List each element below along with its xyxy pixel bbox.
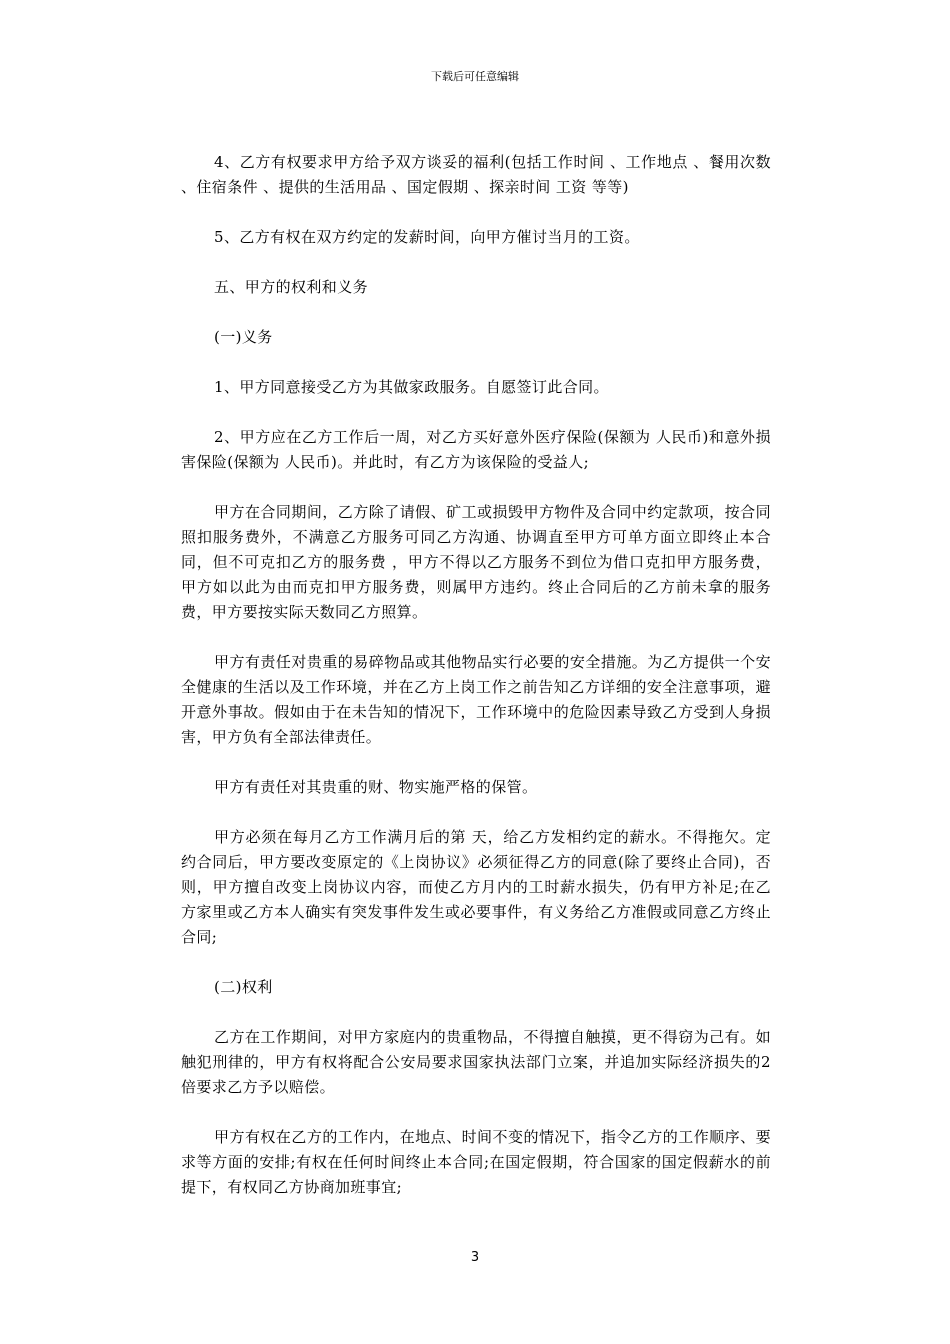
paragraph-payment: 甲方必须在每月乙方工作满月后的第 天，给乙方发相约定的薪水。不得拖欠。定约合同后，甲方要改变原定的《上岗协议》必须征得乙方的同意(除了要终止合同)，否则，甲方擅自改变上岗协议内容，而使乙方月内的工时薪水损失，仍有甲方补足;在乙方家里或乙方本人确实有突发事件发生或必要事件，有义务给乙方准假或同意乙方终止合同;	[181, 828, 771, 946]
paragraph-duty-2-insurance: 2、甲方应在乙方工作后一周，对乙方买好意外医疗保险(保额为 人民币)和意外损害保险(保额为 人民币)。并此时，有乙方为该保险的受益人;	[181, 428, 771, 471]
paragraph-safety: 甲方有责任对贵重的易碎物品或其他物品实行必要的安全措施。为乙方提供一个安全健康的生活以及工作环境，并在乙方上岗工作之前告知乙方详细的安全注意事项，避开意外事故。假如由于在未告知的情况下，工作环境中的危险因素导致乙方受到人身损害，甲方负有全部法律责任。	[181, 653, 771, 746]
section-heading-party-a-rights-duties: 五、甲方的权利和义务	[214, 278, 369, 296]
paragraph-custody: 甲方有责任对其贵重的财、物实施严格的保管。	[214, 778, 538, 796]
paragraph-contract-period: 甲方在合同期间，乙方除了请假、矿工或损毁甲方物件及合同中约定款项，按合同照扣服务费外，不满意乙方服务可同乙方沟通、协调直至甲方可单方面立即终止本合同，但不可克扣乙方的服务费 ，甲方不得以乙方服务不到位为借口克扣甲方服务费，甲方如以此为由而克扣甲方服务费，则属甲方违约。终止合同后的乙方前未拿的服务费，甲方要按实际天数同乙方照算。	[181, 503, 771, 621]
document-body	[181, 150, 771, 1225]
paragraph-right-4-welfare: 4、乙方有权要求甲方给予双方谈妥的福利(包括工作时间 、工作地点 、餐用次数 、住宿条件 、提供的生活用品 、国定假期 、探亲时间 工资 等等)	[181, 153, 771, 196]
subsection-heading-duties: (一)义务	[214, 328, 273, 346]
paragraph-valuables: 乙方在工作期间，对甲方家庭内的贵重物品，不得擅自触摸，更不得窃为己有。如触犯刑律的，甲方有权将配合公安局要求国家执法部门立案，并追加实际经济损失的2倍要求乙方予以赔偿。	[181, 1028, 771, 1096]
paragraph-work-arrangement: 甲方有权在乙方的工作内，在地点、时间不变的情况下，指令乙方的工作顺序、要求等方面的安排;有权在任何时间终止本合同;在国定假期，符合国家的国定假薪水的前提下，有权同乙方协商加班事宜;	[181, 1128, 771, 1196]
paragraph-right-5-salary: 5、乙方有权在双方约定的发薪时间，向甲方催讨当月的工资。	[214, 228, 640, 246]
page-header-note: 下载后可任意编辑	[431, 70, 519, 83]
paragraph-duty-1: 1、甲方同意接受乙方为其做家政服务。自愿签订此合同。	[214, 378, 609, 396]
page-number: 3	[470, 1250, 480, 1265]
subsection-heading-rights: (二)权利	[214, 978, 273, 996]
